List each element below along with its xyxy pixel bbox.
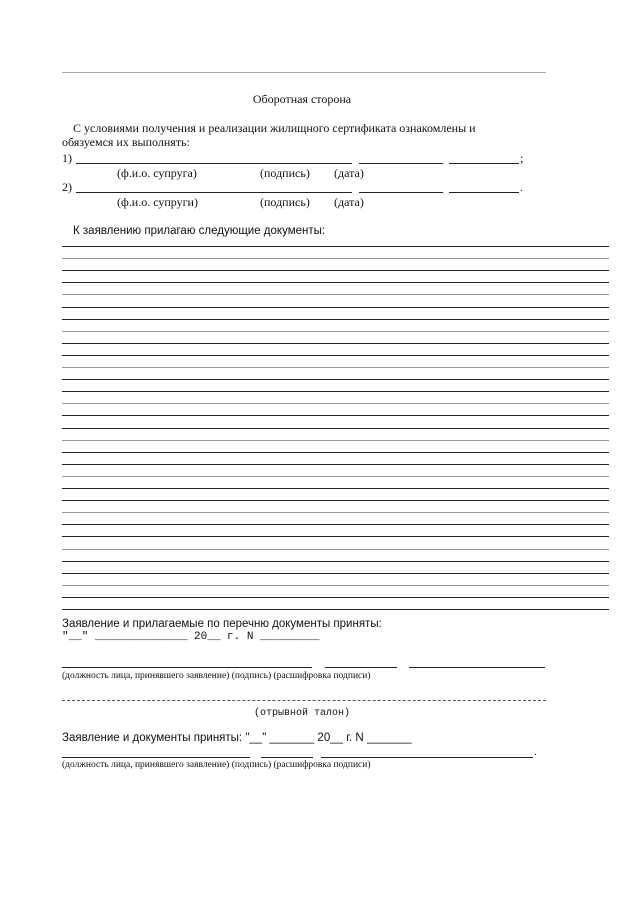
receipt-signature-field[interactable] [261,757,313,758]
accepted-decryption-field[interactable] [409,667,545,668]
receipt-heading[interactable]: Заявление и документы приняты: "__" _______ 20__ г. N _______ [62,732,412,744]
spouse-row-2-end: . [520,180,523,194]
accepted-position-field[interactable] [62,667,312,668]
receipt-end: . [534,744,537,758]
attachment-line[interactable] [62,415,609,416]
attachment-line[interactable] [62,573,609,574]
tear-off-label: (отрывной талон) [253,708,350,719]
attachment-line[interactable] [62,258,609,259]
consent-text-line-2: обязуемся их выполнять: [62,135,190,149]
attachment-line[interactable] [62,597,609,598]
attachment-line[interactable] [62,476,609,477]
attachment-line[interactable] [62,488,609,489]
consent-text-line-1: С условиями получения и реализации жилищного сертификата ознакомлены и [73,121,476,135]
attachment-line[interactable] [62,464,609,465]
attachment-line[interactable] [62,549,609,550]
attachments-heading: К заявлению прилагаю следующие документы: [73,225,326,237]
attachment-line[interactable] [62,355,609,356]
receipt-position-field[interactable] [62,757,250,758]
spouse-1-name-field[interactable] [76,163,352,164]
attachment-line[interactable] [62,500,609,501]
spouse-1-signature-field[interactable] [359,163,443,164]
caption-fio-husband: (ф.и.о. супруга) [117,166,197,180]
tear-off-dashed-line [62,700,546,701]
attachment-line[interactable] [62,585,609,586]
caption-signature-1: (подпись) [260,166,310,180]
accepted-signature-field[interactable] [325,667,397,668]
attachment-line[interactable] [62,536,609,537]
attachment-line[interactable] [62,343,609,344]
spouse-2-signature-field[interactable] [359,192,443,193]
attachment-line[interactable] [62,440,609,441]
spouse-1-date-field[interactable] [449,163,519,164]
attachment-line[interactable] [62,428,609,429]
spouse-row-1-end: ; [520,151,524,165]
attachment-line[interactable] [62,270,609,271]
spouse-2-name-field[interactable] [76,192,352,193]
caption-fio-wife: (ф.и.о. супруги) [117,195,198,209]
attachment-line[interactable] [62,294,609,295]
caption-signature-2: (подпись) [260,195,310,209]
attachment-line[interactable] [62,391,609,392]
page-title: Оборотная сторона [252,92,352,106]
receipt-decryption-field[interactable] [321,757,533,758]
accepted-caption: (должность лица, принявшего заявление) (подпись) (расшифровка подписи) [62,671,371,681]
attachment-line[interactable] [62,246,609,247]
attachment-line[interactable] [62,561,609,562]
attachment-line[interactable] [62,512,609,513]
attachment-line[interactable] [62,379,609,380]
spouse-row-2-number: 2) [62,180,72,194]
accepted-heading: Заявление и прилагаемые по перечню документы приняты: [62,618,382,630]
spouse-row-1-number: 1) [62,151,72,165]
caption-date-1: (дата) [334,166,364,180]
caption-date-2: (дата) [334,195,364,209]
receipt-caption: (должность лица, принявшего заявление) (подпись) (расшифровка подписи) [62,760,371,770]
attachment-line[interactable] [62,319,609,320]
accepted-date-number-line[interactable]: "__" ______________ 20__ г. N _________ [62,631,320,643]
attachment-line[interactable] [62,367,609,368]
attachment-line[interactable] [62,307,609,308]
top-rule [62,72,546,73]
attachment-line[interactable] [62,452,609,453]
attachment-line[interactable] [62,403,609,404]
attachment-line[interactable] [62,524,609,525]
attachment-line[interactable] [62,331,609,332]
attachment-line[interactable] [62,282,609,283]
attachment-line[interactable] [62,609,609,610]
spouse-2-date-field[interactable] [449,192,519,193]
